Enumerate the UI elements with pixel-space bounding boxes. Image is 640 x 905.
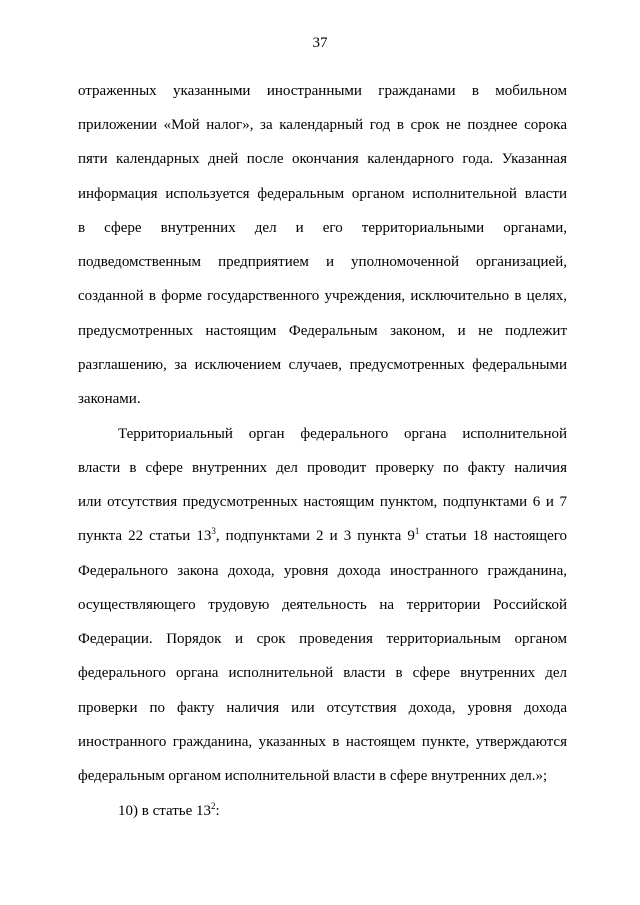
text-fragment: , подпунктами 2 и 3 пункта 9	[215, 528, 415, 544]
text-line-with-superscripts	[78, 527, 567, 545]
text-line: федеральным органом исполнительной власти в сфере внутренних дел.»;	[78, 768, 548, 784]
text-line: иностранного гражданина, указанных в настоящем пункте, утверждаются	[78, 734, 567, 750]
text-line: разглашению, за исключением случаев, предусмотренных федеральными	[78, 357, 567, 373]
text-line: в сфере внутренних дел и его территориальными органами,	[78, 220, 567, 236]
text-line: созданной в форме государственного учреждения, исключительно в целях,	[78, 288, 567, 304]
list-item-10	[118, 802, 567, 820]
text-line: Федерации. Порядок и срок проведения территориальным органом	[78, 631, 567, 647]
text-line: подведомственным предприятием и уполномоченной организацией,	[78, 254, 567, 270]
text-fragment: пункта 22 статьи 13	[78, 528, 212, 544]
text-line: осуществляющего трудовую деятельность на территории Российской	[78, 597, 567, 613]
text-line: отраженных указанными иностранными гражданами в мобильном	[78, 83, 567, 99]
text-fragment: :	[215, 803, 220, 819]
superscript: 2	[211, 802, 216, 811]
text-fragment: 10) в статье 13	[118, 803, 212, 819]
text-line: или отсутствия предусмотренных настоящим пунктом, подпунктами 6 и 7	[78, 494, 567, 510]
text-line: федерального органа исполнительной власти в сфере внутренних дел	[78, 665, 567, 681]
text-line: приложении «Мой налог», за календарный год в срок не позднее сорока	[78, 117, 567, 133]
page-number: 37	[312, 35, 328, 51]
superscript: 3	[211, 527, 216, 536]
superscript: 1	[414, 527, 420, 536]
text-line: предусмотренных настоящим Федеральным законом, и не подлежит	[78, 323, 567, 339]
text-line: законами.	[78, 391, 141, 407]
text-line: информация используется федеральным органом исполнительной власти	[78, 186, 567, 202]
text-line: пяти календарных дней после окончания календарного года. Указанная	[78, 151, 567, 167]
text-line: власти в сфере внутренних дел проводит проверку по факту наличия	[78, 460, 567, 476]
text-line: Федерального закона дохода, уровня дохода иностранного гражданина,	[78, 563, 567, 579]
text-fragment: статьи 18 настоящего	[419, 528, 567, 544]
text-line: проверки по факту наличия или отсутствия дохода, уровня дохода	[78, 700, 567, 716]
text-line: Территориальный орган федерального органа исполнительной	[118, 426, 567, 442]
